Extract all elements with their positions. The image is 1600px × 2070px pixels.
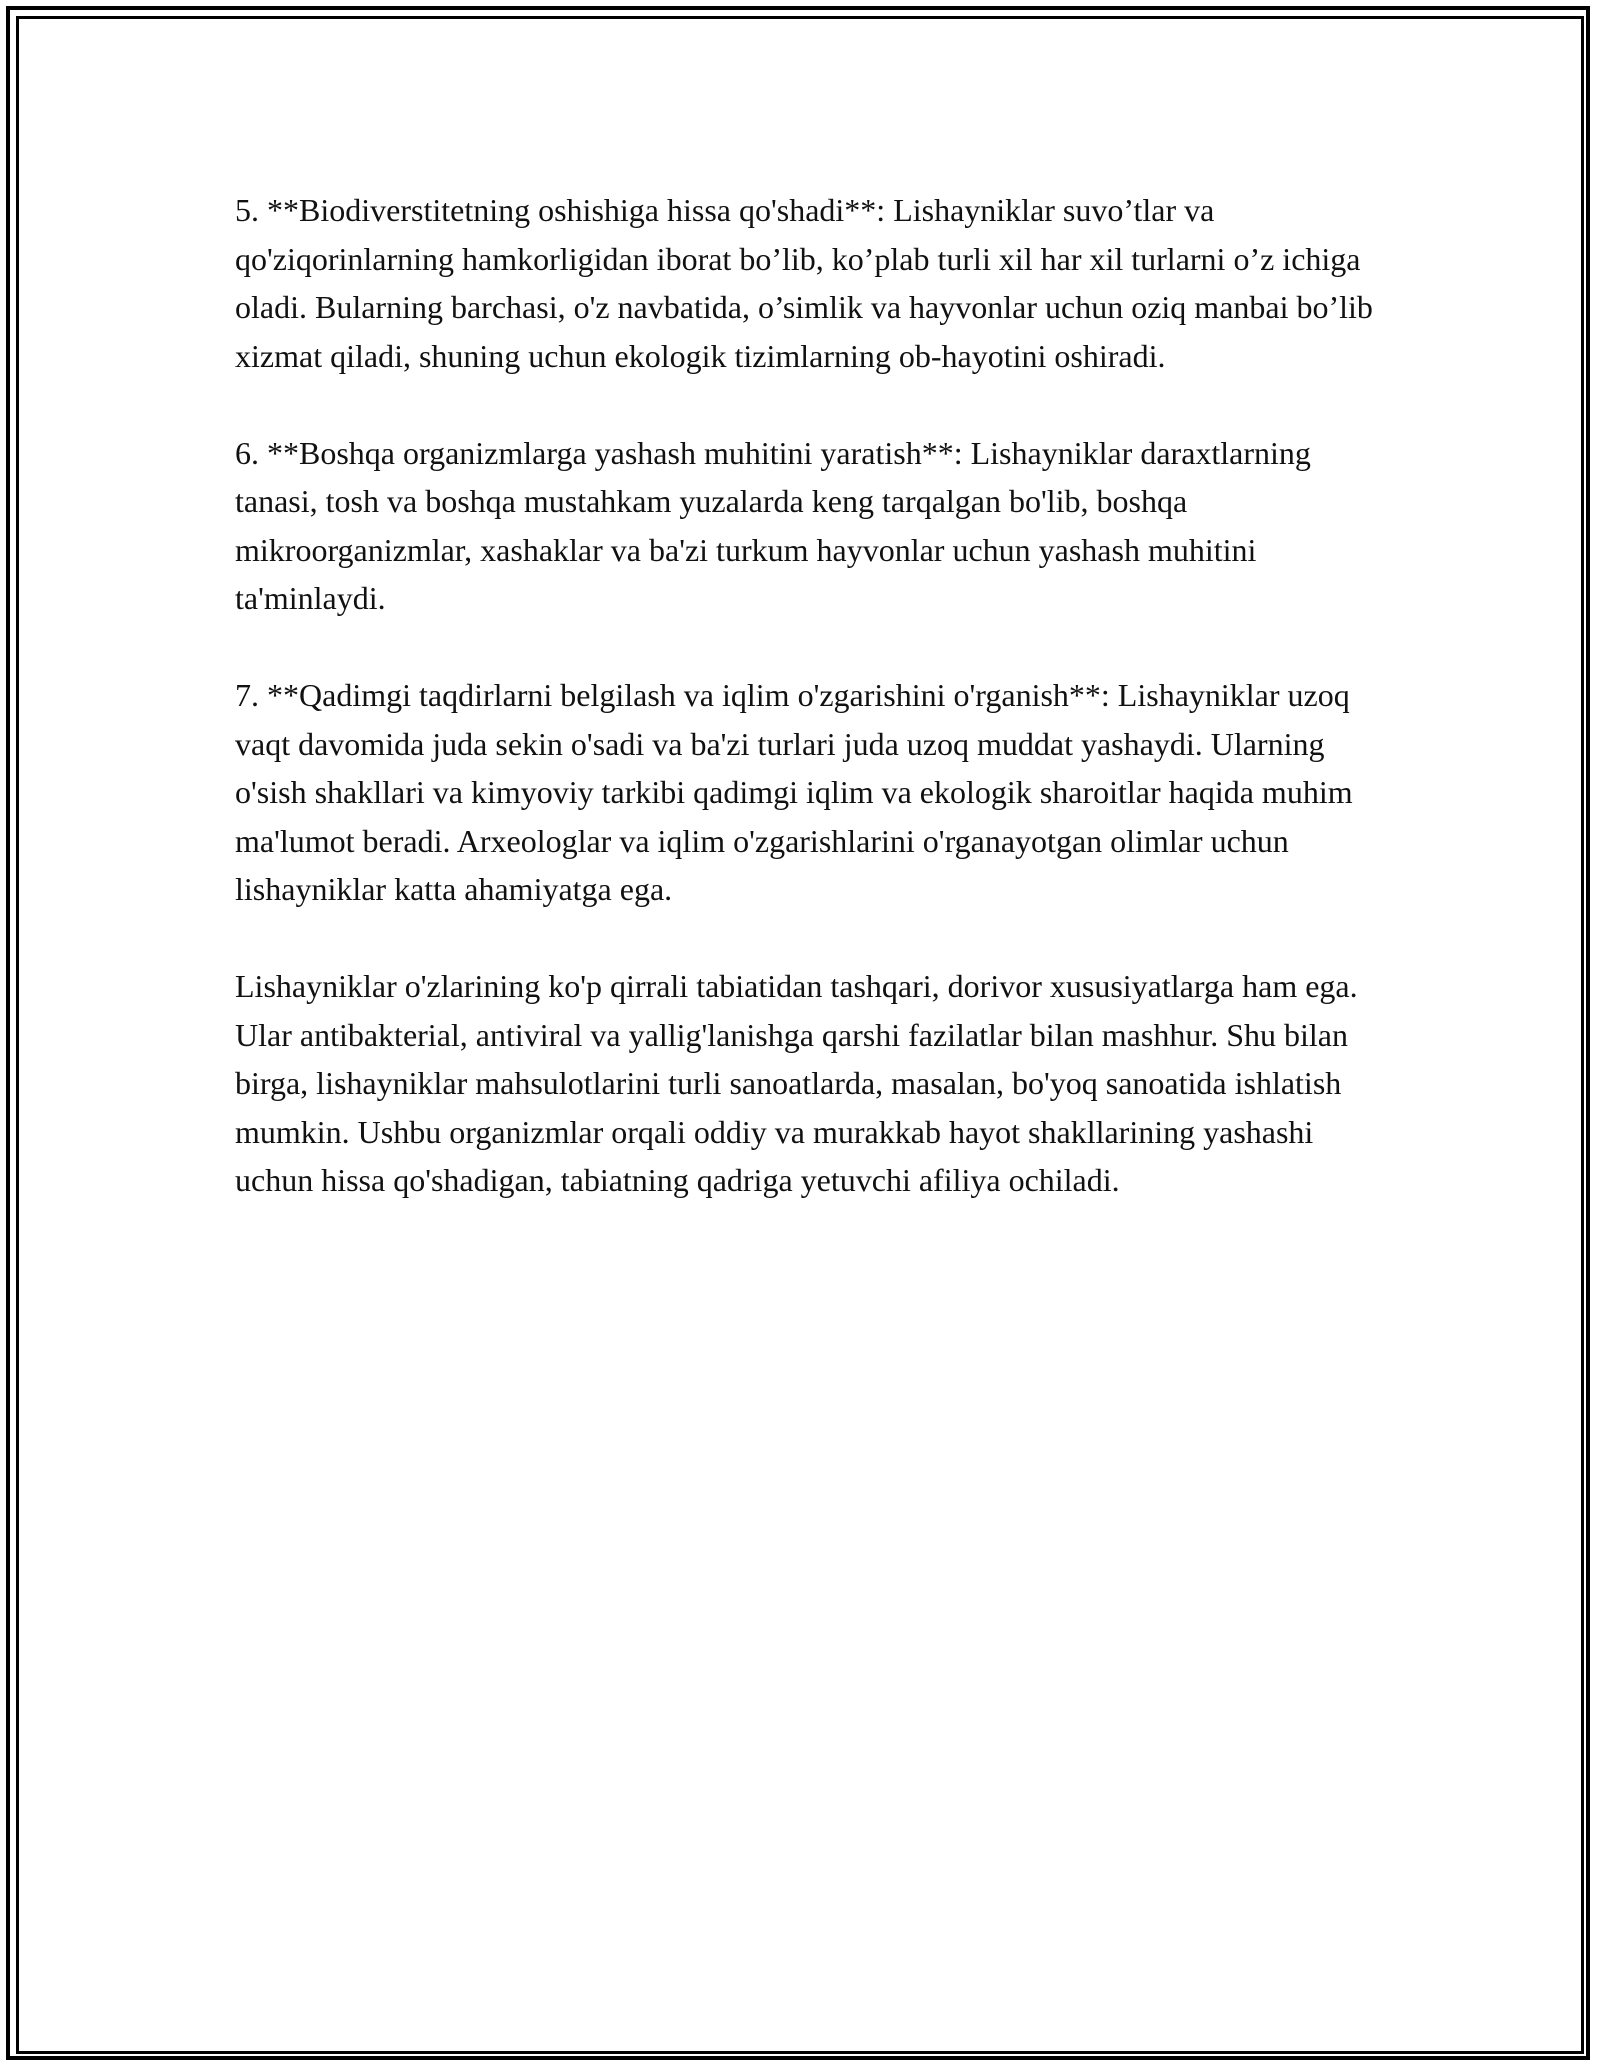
paragraph-item-6: 6. **Boshqa organizmlarga yashash muhitini yaratish**: Lishayniklar daraxtlarning tanasi, tosh va boshqa mustahkam yuzalarda keng tarqalgan bo'lib, boshqa mikroorganizmlar, xashaklar va ba'zi turkum hayvonlar uchun yashash muhitini ta'minlaydi. [235, 434, 1311, 616]
paragraph-item-7: 7. **Qadimgi taqdirlarni belgilash va iqlim o'zgarishini o'rganish**: Lishayniklar uzoq vaqt davomida juda sekin o'sadi va ba'zi turlari juda uzoq muddat yashaydi. Ularning o'sish shakllari va kimyoviy tarkibi qadimgi iqlim va ekologik sharoitlar haqida muhim ma'lumot beradi. Arxeologlar va iqlim o'zgarishlarini o'rganayotgan olimlar uchun lishayniklar katta ahamiyatga ega. [235, 677, 1353, 907]
paragraph-summary: Lishayniklar o'zlarining ko'p qirrali tabiatidan tashqari, dorivor xususiyatlarga ham ega. Ular antibakterial, antiviral va yallig'lanishga qarshi fazilatlar bilan mashhur. Shu bilan birga, lishayniklar mahsulotlarini turli sanoatlarda, masalan, bo'yoq sanoatida ishlatish mumkin. Ushbu organizmlar orqali oddiy va murakkab hayot shakllarining yashashi uchun hissa qo'shadigan, tabiatning qadriga yetuvchi afiliya ochiladi. [235, 968, 1358, 1198]
document-body [235, 186, 1375, 1253]
paragraph-item-5: 5. **Biodiverstitetning oshishiga hissa qo'shadi**: Lishayniklar suvo’tlar va qo'ziqorinlarning hamkorligidan iborat bo’lib, ko’plab turli xil har xil turlarni o’z ichiga oladi. Bularning barchasi, o'z navbatida, o’simlik va hayvonlar uchun oziq manbai bo’lib xizmat qiladi, shuning uchun ekologik tizimlarning ob-hayotini oshiradi. [235, 192, 1373, 374]
